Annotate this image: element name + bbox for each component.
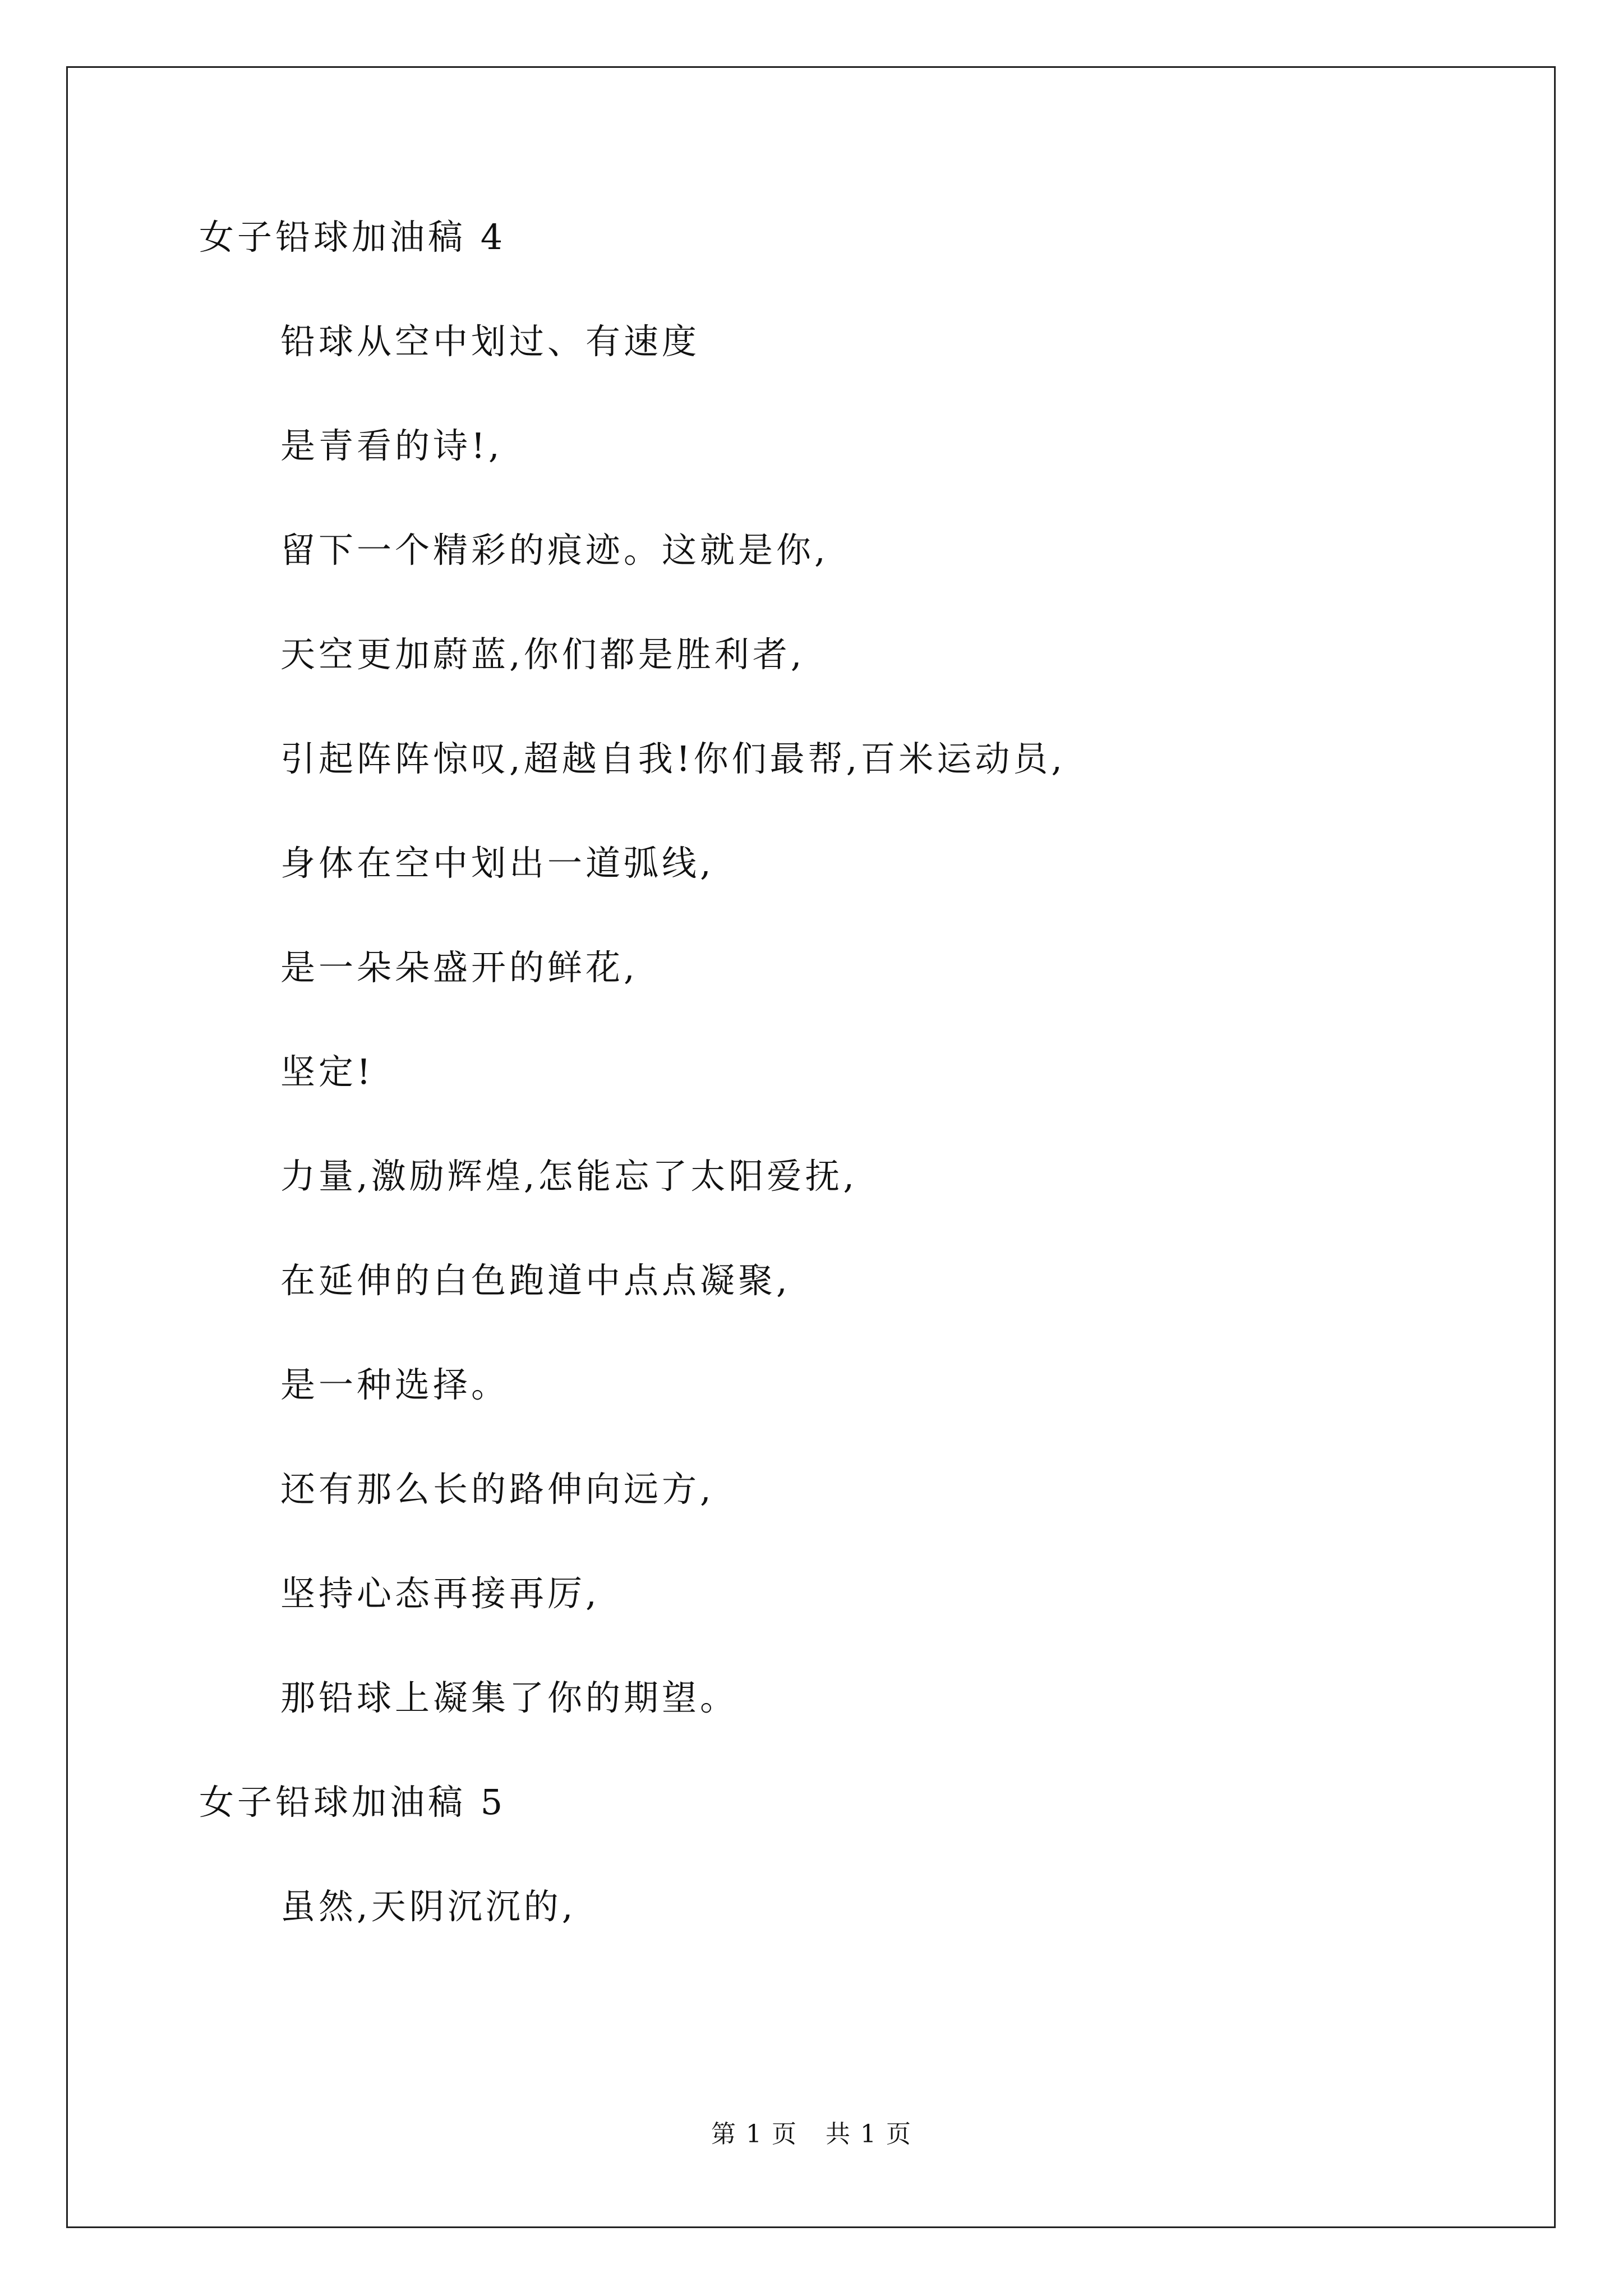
paragraph-line: 是青看的诗!, bbox=[280, 425, 503, 466]
paragraph-line: 力量,激励辉煌,怎能忘了太阳爱抚, bbox=[280, 1156, 858, 1197]
paragraph-line: 留下一个精彩的痕迹。这就是你, bbox=[280, 530, 829, 570]
paragraph-line: 是一种选择。 bbox=[280, 1364, 510, 1405]
paragraph-line: 铅球从空中划过、有速度 bbox=[280, 321, 700, 362]
paragraph-line: 坚定! bbox=[280, 1051, 374, 1092]
paragraph-line: 在延伸的白色跑道中点点凝聚, bbox=[280, 1260, 791, 1301]
page-total: 共 1 页 bbox=[826, 2120, 912, 2148]
page-number: 第 1 页 bbox=[711, 2120, 797, 2148]
paragraph-line: 是一朵朵盛开的鲜花, bbox=[280, 947, 638, 988]
paragraph-line: 引起阵阵惊叹,超越自我!你们最帮,百米运动员, bbox=[280, 738, 1066, 779]
paragraph-line: 天空更加蔚蓝,你们都是胜利者, bbox=[280, 634, 805, 675]
section-heading: 女子铅球加油稿 5 bbox=[199, 1782, 506, 1823]
page-footer bbox=[0, 2120, 1623, 2148]
document-body bbox=[199, 218, 1489, 1991]
paragraph-line: 那铅球上凝集了你的期望。 bbox=[280, 1677, 739, 1718]
paragraph-line: 虽然,天阴沉沉的, bbox=[280, 1886, 577, 1927]
section-heading: 女子铅球加油稿 4 bbox=[199, 217, 506, 257]
paragraph-line: 身体在空中划出一道弧线, bbox=[280, 843, 714, 884]
paragraph-line: 还有那么长的路伸向远方, bbox=[280, 1469, 714, 1510]
paragraph-line: 坚持心态再接再厉, bbox=[280, 1573, 600, 1614]
